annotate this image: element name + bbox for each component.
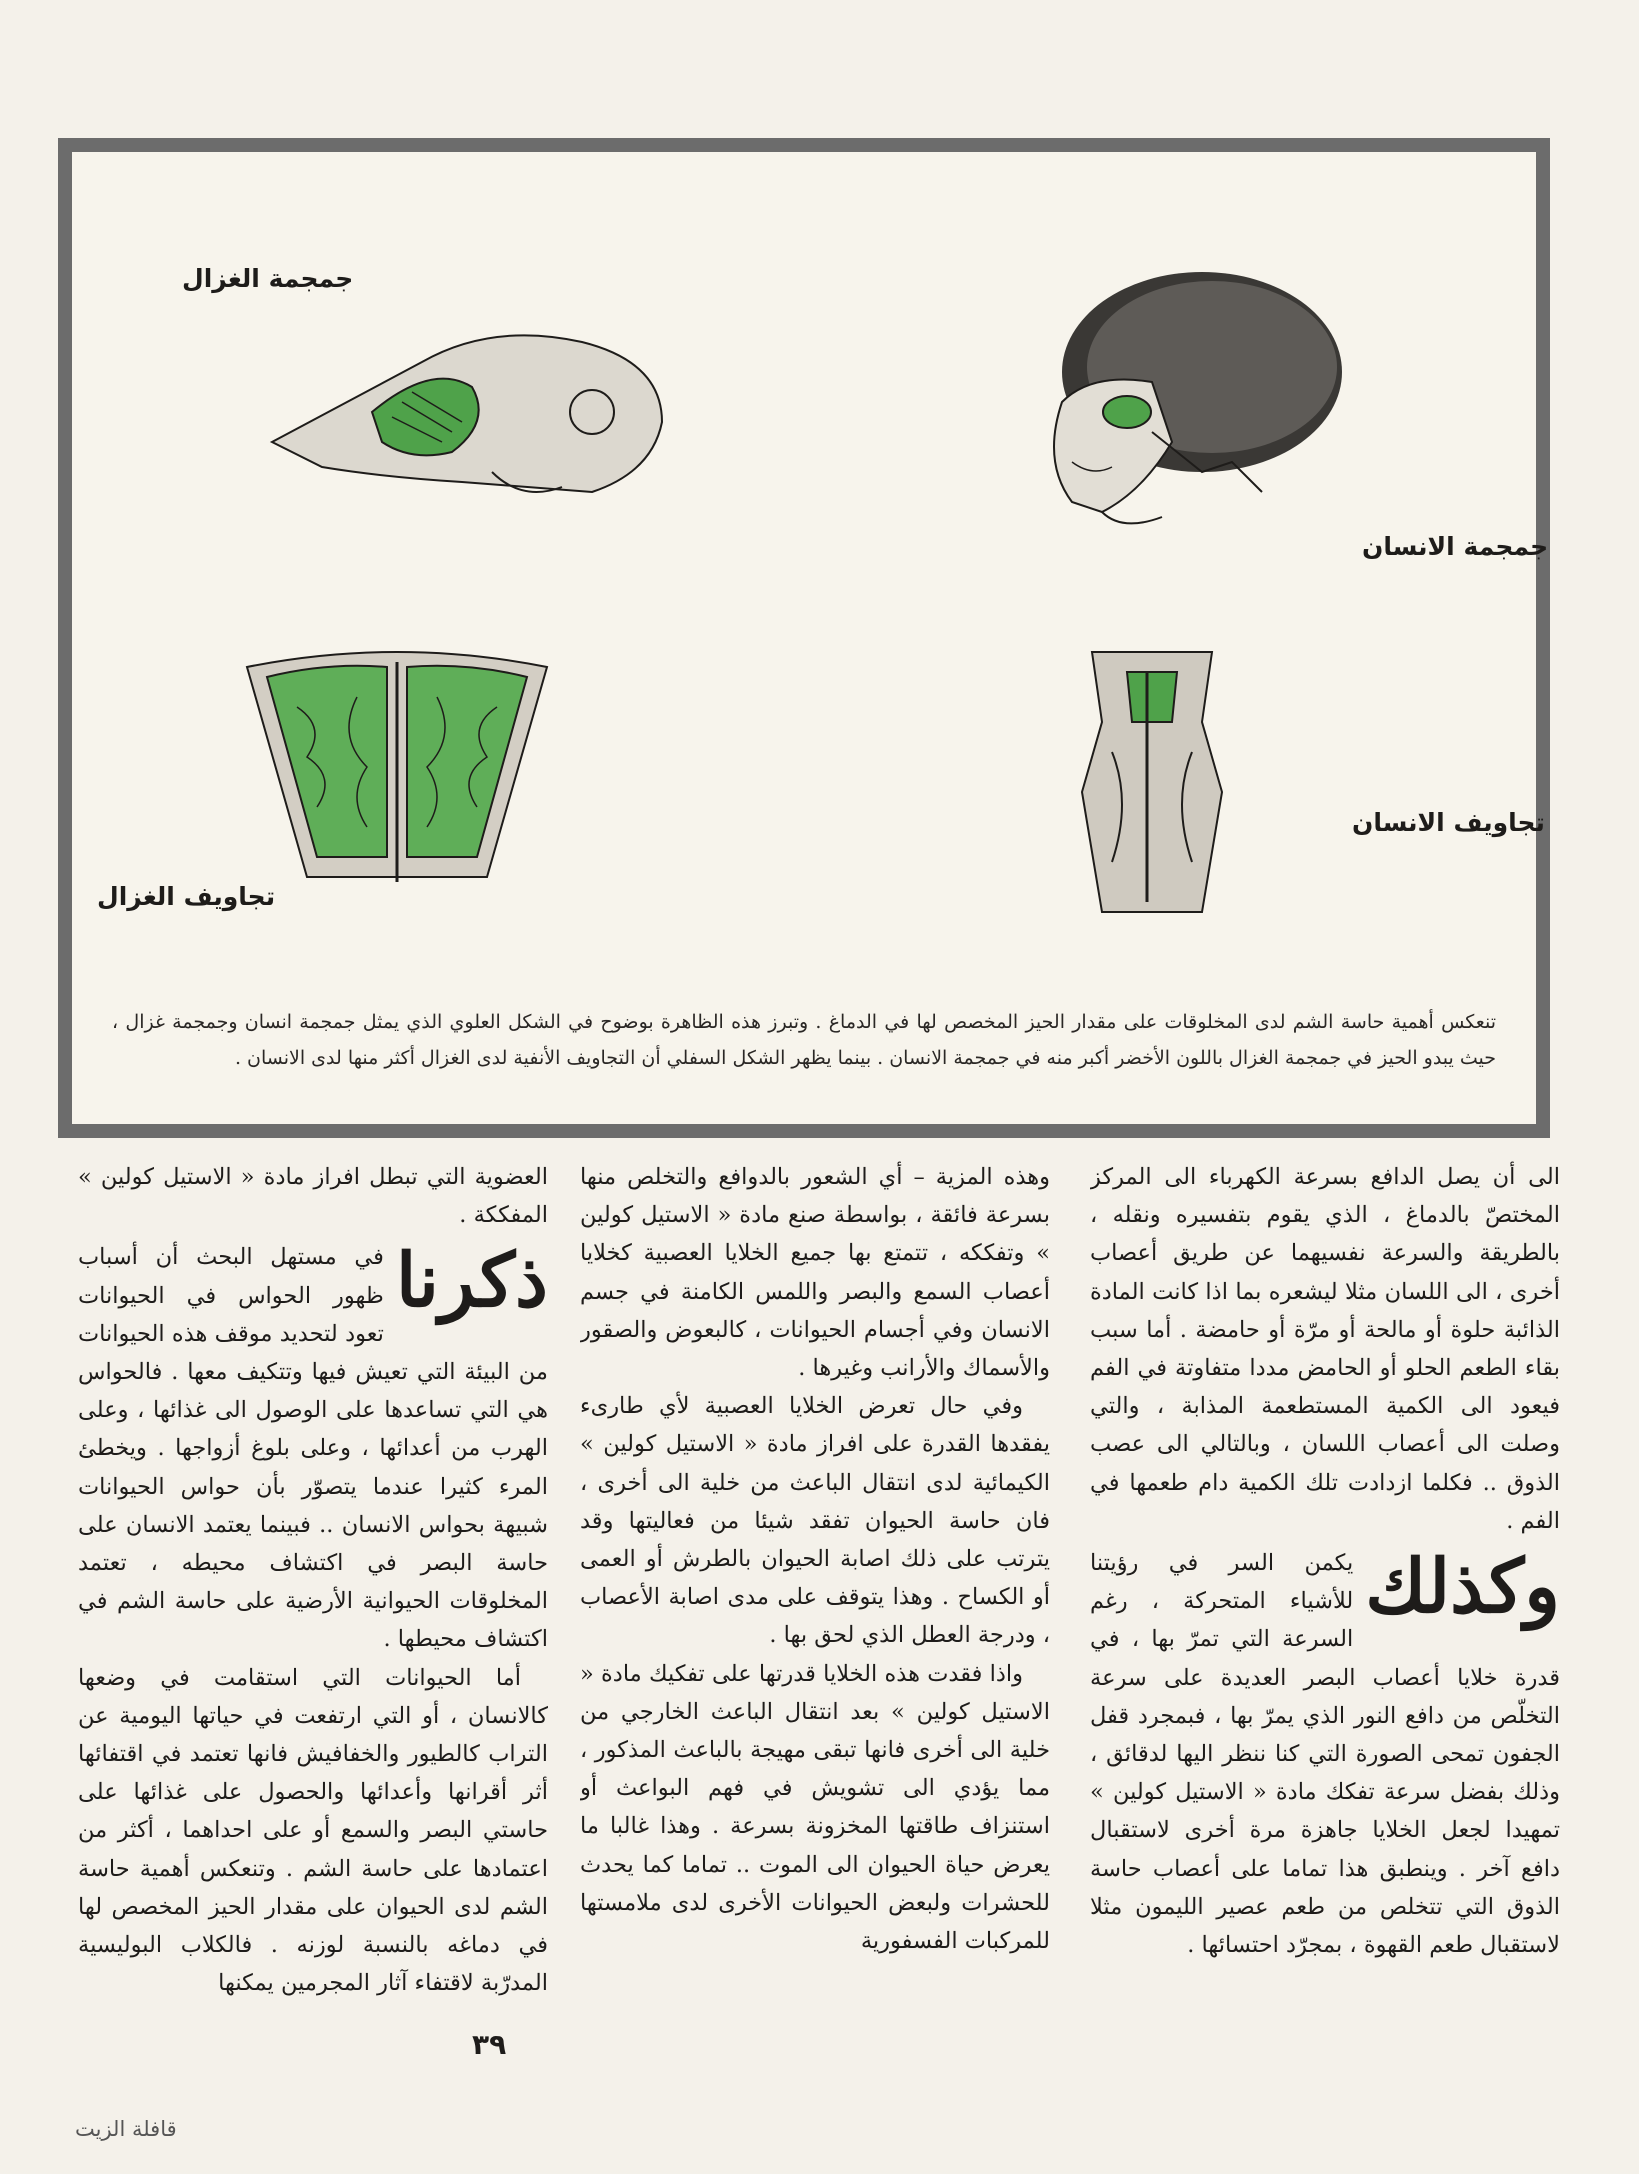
dropcap: ذكرنا <box>395 1238 548 1325</box>
paragraph <box>1090 1544 1560 1964</box>
column-left <box>78 1158 548 2028</box>
gazelle-skull-illustration <box>262 292 682 512</box>
column-middle <box>580 1158 1050 2028</box>
figure-caption: تنعكس أهمية حاسة الشم لدى المخلوقات على مقدار الحيز المخصص لها في الدماغ . وتبرز هذه الظاهرة بوضوح في الشكل العلوي الذي يمثل جمجمة انسان وجمجمة غزال ، حيث يبدو الحيز في جمجمة الغزال باللون الأخضر أكبر منه في جمجمة الانسان . بينما يظهر الشكل السفلي أن التجاويف الأنفية لدى الغزال أكثر منها لدى الانسان . <box>112 1011 1496 1069</box>
paragraph: وفي حال تعرض الخلايا العصبية لأي طارىء يفقدها القدرة على افراز مادة « الاستيل كولين » الكيمائية لدى انتقال الباعث من خلية الى أخرى ، فان حاسة الحيوان تفقد شيئا من فعاليتها وقد يترتب على ذلك اصابة الحيوان بالطرش أو العمى أو الكساح . وهذا يتوقف على مدى اصابة الأعصاب ، ودرجة العطل الذي لحق بها . <box>580 1393 1050 1649</box>
paragraph-text: في مستهل البحث أن أسباب ظهور الحواس في الحيوانات تعود لتحديد موقف هذه الحيوانات من البيئة التي تعيش فيها وتتكيف معها . فالحواس هي التي تساعدها على الوصول الى غذائها ، وعلى الهرب من أعدائها ، وعلى بلوغ أزواجها . ويخطئ المرء كثيرا عندما يتصوّر بأن حواس الحيوانات شبيهة بحواس الانسان .. فبينما يعتمد الانسان على حاسة البصر في اكتشاف محيطه ، تعتمد المخلوقات الحيوانية الأرضية على حاسة الشم في اكتشاف محيطها . <box>78 1244 548 1653</box>
dropcap: وكذلك <box>1365 1544 1560 1631</box>
human-skull-illustration <box>1002 262 1362 552</box>
paragraph: واذا فقدت هذه الخلايا قدرتها على تفكيك مادة « الاستيل كولين » بعد انتقال الباعث الخارجي من خلية الى أخرى فانها تبقى مهيجة بالباعث المذكور ، مما يؤدي الى تشويش في فهم البواعث أو استنزاف طاقتها المخزونة بسرعة . وهذا غالبا ما يعرض حياة الحيوان الى الموت .. تماما كما يحدث للحشرات ولبعض الحيوانات الأخرى لدى ملامستها للمركبات الفسفورية <box>580 1660 1050 1955</box>
paragraph: العضوية التي تبطل افراز مادة « الاستيل كولين » المفككة . <box>78 1164 548 1229</box>
paragraph: وهذه المزية – أي الشعور بالدوافع والتخلص منها بسرعة فائقة ، بواسطة صنع مادة « الاستيل كولين » وتفككه ، تتمتع بها جميع الخلايا العصبية كخلايا أعصاب السمع والبصر واللمس الكامنة في جسم الانسان وفي أجسام الحيوانات ، كالبعوض والصقور والأسماك والأرانب وغيرها . <box>580 1164 1050 1382</box>
gazelle-nasal-cavities-illustration <box>237 647 557 897</box>
label-human-cavities: تجاويف الانسان <box>1352 808 1545 837</box>
page-number: ٣٩ <box>472 2028 507 2061</box>
paragraph: الى أن يصل الدافع بسرعة الكهرباء الى المركز المختصّ بالدماغ ، الذي يقوم بتفسيره ونقله ، بالطريقة والسرعة نفسيهما عن طريق أعصاب أخرى ، الى اللسان مثلا ليشعره بما اذا كانت المادة الذائبة حلوة أو مالحة أو مرّة أو حامضة . أما سبب بقاء الطعم الحلو أو الحامض مددا متفاوتة في الفم فيعود الى الكمية المستطعمة المذابة ، والتي وصلت الى أعصاب اللسان ، وبالتالي الى عصب الذوق .. فكلما ازدادت تلك الكمية دام طعمها في الفم . <box>1090 1164 1560 1534</box>
paragraph-text: يكمن السر في رؤيتنا للأشياء المتحركة ، رغم السرعة التي تمرّ بها ، في قدرة خلايا أعصاب البصر العديدة على سرعة التخلّص من دافع النور الذي يمرّ بها ، فبمجرد قفل الجفون تمحى الصورة التي كنا ننظر اليها لدقائق ، وذلك بفضل سرعة تفكك مادة « الاستيل كولين » تمهيدا لجعل الخلايا جاهزة مرة أخرى لاستقبال دافع آخر . وينطبق هذا تماما على أعصاب حاسة الذوق التي تتخلص من طعم عصير الليمون مثلا لاستقبال طعم القهوة ، بمجرّد احتسائها . <box>1090 1550 1560 1959</box>
paragraph: أما الحيوانات التي استقامت في وضعها كالانسان ، أو التي ارتفعت في حياتها اليومية عن التراب كالطيور والخفافيش فانها تعتمد في اقتفائها أثر أقرانها وأعدائها والحصول على غذائها على حاستي البصر والسمع أو على احداهما ، أكثر من اعتمادها على حاسة الشم . وتنعكس أهمية حاسة الشم لدى الحيوان على مقدار الحيز المخصص لها في دماغه بالنسبة لوزنه . فالكلاب البوليسية المدرّبة لاقتفاء آثار المجرمين يمكنها <box>78 1664 548 1997</box>
figure-frame <box>58 138 1550 1138</box>
paragraph <box>78 1238 548 1658</box>
publication-footer: قافلة الزيت <box>75 2117 177 2141</box>
label-gazelle-skull: جمجمة الغزال <box>182 264 354 293</box>
human-nasal-cavities-illustration <box>1072 642 1232 922</box>
column-right <box>1090 1158 1560 2028</box>
label-human-skull: جمجمة الانسان <box>1362 532 1549 561</box>
label-gazelle-cavities: تجاويف الغزال <box>97 882 276 911</box>
